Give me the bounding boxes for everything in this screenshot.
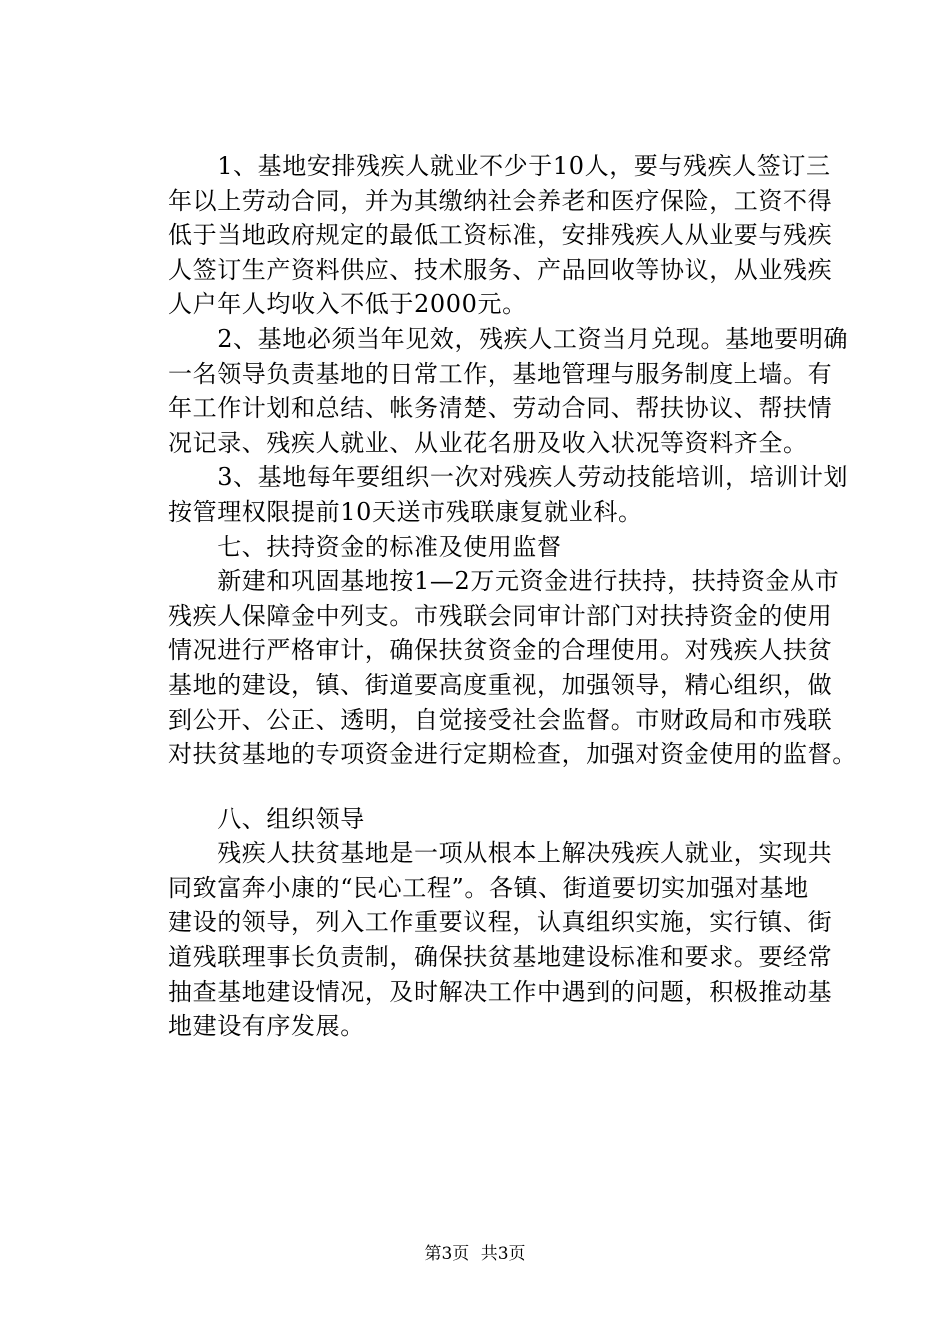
body-line: 一名领导负责基地的日常工作，基地管理与服务制度上墙。有 — [168, 359, 833, 388]
body-line: 3、基地每年要组织一次对残疾人劳动技能培训，培训计划 — [168, 463, 849, 492]
body-line: 残疾人扶贫基地是一项从根本上解决残疾人就业，实现共 — [168, 839, 833, 868]
page-total: 共3页 — [480, 1244, 526, 1264]
body-line: 地建设有序发展。 — [168, 1012, 365, 1041]
body-line: 年以上劳动合同，并为其缴纳社会养老和医疗保险，工资不得 — [168, 186, 833, 215]
body-line: 人户年人均收入不低于2000元。 — [168, 290, 527, 319]
body-line: 同致富奔小康的“民心工程”。各镇、街道要切实加强对基地 — [168, 873, 809, 902]
section-heading: 八、组织领导 — [168, 804, 365, 833]
body-line: 低于当地政府规定的最低工资标准，安排残疾人从业要与残疾 — [168, 221, 833, 250]
body-line: 按管理权限提前10天送市残联康复就业科。 — [168, 497, 643, 526]
body-line: 情况进行严格审计，确保扶贫资金的合理使用。对残疾人扶贫 — [168, 636, 833, 665]
body-line: 人签订生产资料供应、技术服务、产品回收等协议，从业残疾 — [168, 255, 833, 284]
section-heading: 七、扶持资金的标准及使用监督 — [168, 532, 562, 561]
body-line: 新建和巩固基地按1—2万元资金进行扶持，扶持资金从市 — [168, 567, 840, 596]
document-body — [168, 149, 858, 1044]
body-line: 1、基地安排残疾人就业不少于10人，要与残疾人签订三 — [168, 152, 831, 180]
body-line: 残疾人保障金中列支。市残联会同审计部门对扶持资金的使用 — [168, 601, 833, 630]
body-line: 建设的领导，列入工作重要议程，认真组织实施，实行镇、街 — [168, 908, 833, 937]
page-number: 第3页 — [424, 1244, 470, 1264]
body-line: 年工作计划和总结、帐务清楚、劳动合同、帮扶协议、帮扶情 — [168, 394, 833, 423]
body-line: 2、基地必须当年见效，残疾人工资当月兑现。基地要明确 — [168, 324, 849, 353]
body-line: 对扶贫基地的专项资金进行定期检查，加强对资金使用的监督。 — [168, 740, 857, 769]
body-line: 到公开、公正、透明，自觉接受社会监督。市财政局和市残联 — [168, 705, 833, 734]
paragraph-gap — [168, 772, 858, 802]
body-line: 道残联理事长负责制，确保扶贫基地建设标准和要求。要经常 — [168, 943, 833, 972]
page-footer — [0, 1243, 950, 1265]
body-line: 基地的建设，镇、街道要高度重视，加强领导，精心组织，做 — [168, 670, 833, 699]
body-line: 况记录、残疾人就业、从业花名册及收入状况等资料齐全。 — [168, 428, 808, 457]
body-line: 抽查基地建设情况，及时解决工作中遇到的问题，积极推动基 — [168, 977, 833, 1006]
